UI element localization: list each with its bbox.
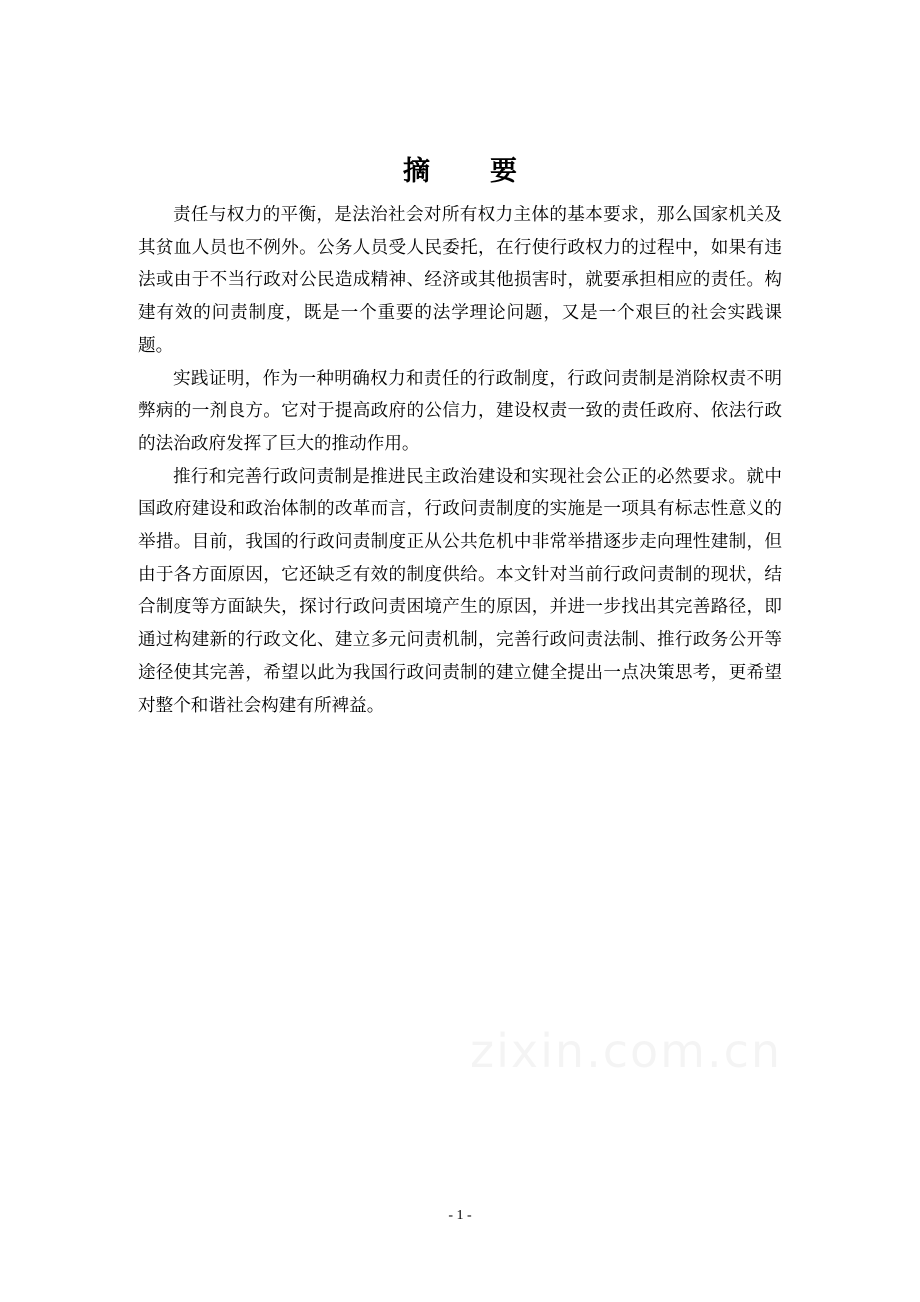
abstract-paragraph-2: 实践证明，作为一种明确权力和责任的行政制度，行政问责制是消除权责不明弊病的一剂良方。它对于提高政府的公信力，建设权责一致的责任政府、依法行政的法治政府发挥了巨大的推动作用。 (138, 368, 782, 454)
watermark (470, 1024, 782, 1078)
abstract-body (138, 199, 782, 722)
abstract-paragraph-3: 推行和完善行政问责制是推进民主政治建设和实现社会公正的必然要求。就中国政府建设和政治体制的改革而言，行政问责制度的实施是一项具有标志性意义的举措。目前，我国的行政问责制度正从公共危机中非常举措逐步走向理性建制，但由于各方面原因，它还缺乏有效的制度供给。本文针对当前行政问责制的现状，结合制度等方面缺失，探讨行政问责困境产生的原因，并进一步找出其完善路径，即通过构建新的行政文化、建立多元问责机制，完善行政问责法制、推行政务公开等途径使其完善，希望以此为我国行政问责制的建立健全提出一点决策思考，更希望对整个和谐社会构建有所裨益。 (138, 466, 782, 716)
page-number: - 1 - (448, 1208, 472, 1223)
abstract-paragraph-1: 责任与权力的平衡，是法治社会对所有权力主体的基本要求，那么国家机关及其贫血人员也不例外。公务人员受人民委托，在行使行政权力的过程中，如果有违法或由于不当行政对公民造成精神、经济或其他损害时，就要承担相应的责任。构建有效的问责制度，既是一个重要的法学理论问题，又是一个艰巨的社会实践课题。 (138, 205, 782, 356)
page-title: 摘要 (403, 156, 577, 187)
